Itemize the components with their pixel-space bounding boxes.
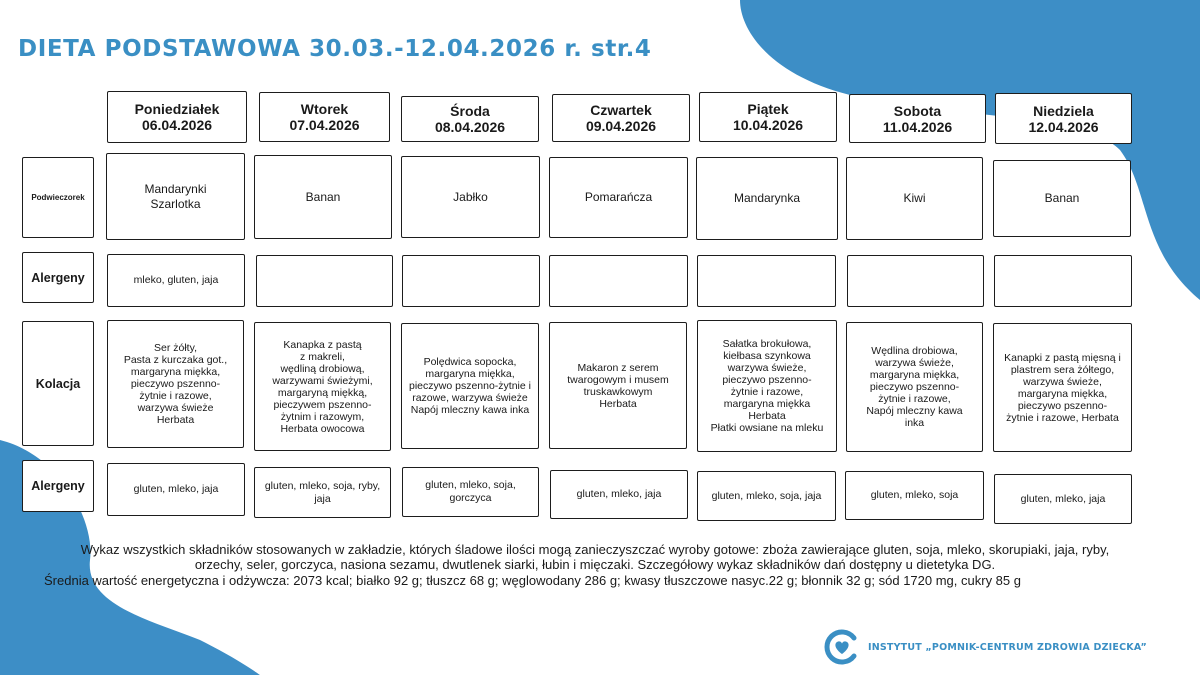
kolacja-cell <box>401 323 539 449</box>
day-header-tuesday <box>259 92 390 142</box>
row-label-text: Podwieczorek <box>31 193 85 202</box>
day-name: Środa <box>450 103 490 119</box>
row-label-text: Alergeny <box>31 270 85 285</box>
alergeny-kolacja-cell <box>550 470 688 519</box>
podwieczorek-cell <box>106 153 245 240</box>
meal-text: Banan <box>1044 191 1080 205</box>
allergen-text: gluten, mleko, jaja <box>576 488 662 500</box>
allergen-text: gluten, mleko, soja <box>870 489 959 501</box>
day-date: 09.04.2026 <box>585 118 657 134</box>
page-title: DIETA PODSTAWOWA 30.03.-12.04.2026 r. str.4 <box>18 36 652 62</box>
day-header-friday <box>699 92 837 142</box>
meal-text: Kanapki z pastą mięsną i plastrem sera żółtego, warzywa świeże, margaryna miękka, pieczywo pszenno- żytnie i razowe, Herbata <box>1004 351 1121 424</box>
day-header-sunday <box>995 93 1132 144</box>
alergeny-cell <box>107 254 245 307</box>
meal-text: Kiwi <box>903 191 926 205</box>
day-name: Poniedziałek <box>134 101 220 117</box>
meal-text: Sałatka brokułowa, kiełbasa szynkowa warzywa świeże, pieczywo pszenno- żytnie i razowe, margaryna miękka Herbata Płatki owsiane na mleku <box>710 338 824 434</box>
meal-text: Mandarynka <box>733 191 801 205</box>
meal-text: Jabłko <box>453 189 488 204</box>
alergeny-kolacja-cell <box>107 463 245 516</box>
row-label-text: Alergeny <box>31 479 85 493</box>
alergeny-cell <box>847 255 984 307</box>
row-label-text: Kolacja <box>35 376 81 391</box>
day-date: 12.04.2026 <box>1028 118 1099 135</box>
kolacja-cell <box>549 322 687 449</box>
row-label-kolacja <box>22 321 94 446</box>
allergen-text: mleko, gluten, jaja <box>133 274 219 286</box>
kolacja-cell <box>254 322 391 451</box>
alergeny-kolacja-cell <box>994 474 1132 524</box>
meal-text: Wędlina drobiowa, warzywa świeże, margaryna miękka, pieczywo pszenno- żytnie i razowe, Napój mleczny kawa inka <box>866 345 963 429</box>
day-name: Niedziela <box>1033 102 1094 119</box>
podwieczorek-cell <box>846 157 983 240</box>
allergen-text: gluten, mleko, soja, jaja <box>711 489 822 502</box>
row-label-podwieczorek <box>22 157 94 238</box>
meal-text: Kanapka z pastą z makreli, wędliną drobiową, warzywami świeżymi, margaryną miękką, pieczywem pszenno- żytnim i razowym, Herbata owocowa <box>272 338 373 435</box>
day-header-monday <box>107 91 247 143</box>
kolacja-cell <box>993 323 1132 452</box>
day-date: 11.04.2026 <box>882 118 953 135</box>
meal-text: Polędwica sopocka, margaryna miękka, pieczywo pszenno-żytnie i razowe, warzywa świeże Napój mleczny kawa inka <box>409 356 531 416</box>
day-date: 10.04.2026 <box>732 117 804 133</box>
alergeny-cell <box>697 255 836 307</box>
alergeny-cell <box>549 255 688 307</box>
day-date: 07.04.2026 <box>289 117 360 133</box>
allergen-text: gluten, mleko, soja, gorczyca <box>425 479 516 504</box>
day-date: 06.04.2026 <box>141 117 213 133</box>
meal-text: Mandarynki Szarlotka <box>144 181 207 211</box>
heart-logo-icon <box>823 628 861 666</box>
logo-text: INSTYTUT „POMNIK-CENTRUM ZDROWIA DZIECKA” <box>868 641 1147 653</box>
institute-logo <box>823 628 1147 666</box>
podwieczorek-cell <box>696 157 838 240</box>
day-header-thursday <box>552 94 690 142</box>
day-header-wednesday <box>401 96 539 142</box>
alergeny-kolacja-cell <box>254 467 391 518</box>
meal-text: Ser żółty, Pasta z kurczaka got., margaryna miękka, pieczywo pszenno- żytnie i razowe, warzywa świeże Herbata <box>123 342 228 426</box>
alergeny-cell <box>994 255 1132 307</box>
alergeny-kolacja-cell <box>845 471 984 520</box>
allergen-text: gluten, mleko, jaja <box>133 483 219 495</box>
kolacja-cell <box>846 322 983 452</box>
meal-text: Makaron z serem twarogowym i musem truskawkowym Herbata <box>567 361 669 410</box>
allergen-text: gluten, mleko, jaja <box>1020 492 1106 505</box>
alergeny-kolacja-cell <box>402 467 539 517</box>
nutrition-summary: Średnia wartość energetyczna i odżywcza: 2073 kcal; białko 92 g; tłuszcz 68 g; węglowodany 286 g; kwasy tłuszczowe nasyc.22 g; błonnik 32 g; sód 1720 mg, cukry 85 g <box>44 573 1021 588</box>
day-name: Czwartek <box>590 102 652 118</box>
day-name: Piątek <box>747 101 789 117</box>
alergeny-cell <box>402 255 540 307</box>
allergen-text: gluten, mleko, soja, ryby, jaja <box>264 479 381 505</box>
alergeny-kolacja-cell <box>697 471 836 521</box>
day-name: Sobota <box>893 102 942 119</box>
day-date: 08.04.2026 <box>434 119 506 135</box>
podwieczorek-cell <box>401 156 540 238</box>
row-label-alergeny-kolacja <box>22 460 94 512</box>
alergeny-cell <box>256 255 393 307</box>
meal-text: Pomarańcza <box>584 190 653 204</box>
day-header-saturday <box>849 94 986 143</box>
podwieczorek-cell <box>549 157 688 238</box>
podwieczorek-cell <box>993 160 1131 237</box>
meal-text: Banan <box>305 189 341 204</box>
podwieczorek-cell <box>254 155 392 239</box>
row-label-alergeny <box>22 252 94 303</box>
kolacja-cell <box>697 320 837 452</box>
day-name: Wtorek <box>300 101 349 117</box>
allergen-footnote: Wykaz wszystkich składników stosowanych w zakładzie, których śladowe ilości mogą zanieczyszczać wyroby gotowe: zboża zawierające gluten, soja, mleko, skorupiaki, jaja, ryby, orzechy, seler, gorczyca, nasiona sezamu, dwutlenek siarki, łubin i mięczaki. Szczegółowy wykaz składników dań dostępny u dietetyka DG. <box>80 542 1110 572</box>
kolacja-cell <box>107 320 244 448</box>
